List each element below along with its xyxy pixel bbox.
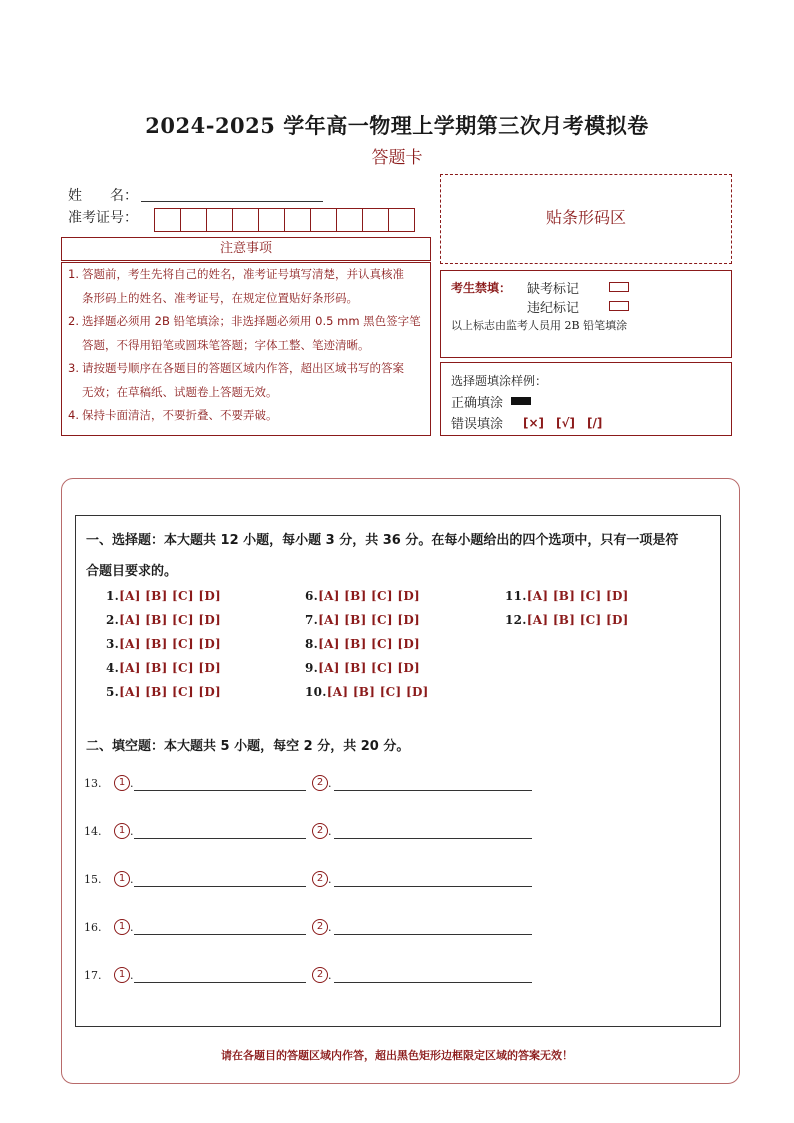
page-subtitle: 答题卡 bbox=[371, 148, 423, 168]
notice-heading: 注意事项 bbox=[61, 237, 431, 261]
footer-warning: 请在各题目的答题区域内作答，超出黑色矩形边框限定区域的答案无效！ bbox=[221, 1049, 573, 1062]
correct-fill-sample bbox=[511, 397, 531, 405]
forbid-note: 以上标志由监考人员用 2B 铅笔填涂 bbox=[451, 319, 628, 332]
choice-question[interactable]: 4.[A] [B] [C] [D] bbox=[106, 661, 222, 675]
fill-question[interactable]: 16. 1 . 2 . bbox=[76, 919, 636, 939]
answer-blank[interactable] bbox=[334, 886, 532, 887]
id-digit-box[interactable] bbox=[258, 208, 285, 232]
violation-label: 违纪标记 bbox=[527, 301, 580, 316]
notice-item: 1. 答题前，考生先将自己的姓名，准考证号填写清楚，并认真核准 条形码上的姓名、准考证号，在规定位置贴好条形码。 bbox=[68, 267, 404, 305]
choice-question[interactable]: 12.[A] [B] [C] [D] bbox=[505, 613, 629, 627]
choice-question[interactable]: 6.[A] [B] [C] [D] bbox=[305, 589, 421, 603]
notice-item: 3. 请按题号顺序在各题目的答题区域内作答，超出区域书写的答案 无效；在草稿纸、试题卷上答题无效。 bbox=[68, 361, 404, 399]
answer-blank[interactable] bbox=[334, 838, 532, 839]
answer-blank[interactable] bbox=[334, 934, 532, 935]
choice-question[interactable]: 1.[A] [B] [C] [D] bbox=[106, 589, 222, 603]
choice-question[interactable]: 9.[A] [B] [C] [D] bbox=[305, 661, 421, 675]
choice-question[interactable]: 2.[A] [B] [C] [D] bbox=[106, 613, 222, 627]
section1-title-line1: 一、选择题：本大题共 12 小题，每小题 3 分，共 36 分。在每小题给出的四个选项中，只有一项是符 bbox=[86, 533, 679, 548]
violation-mark-box[interactable] bbox=[609, 301, 629, 311]
correct-label: 正确填涂 bbox=[451, 396, 504, 411]
forbid-heading: 考生禁填： bbox=[451, 281, 512, 295]
id-digit-box[interactable] bbox=[310, 208, 337, 232]
examiner-only-box bbox=[440, 270, 732, 358]
page-title: 2024-2025 学年高一物理上学期第三次月考模拟卷 bbox=[145, 113, 649, 138]
absent-label: 缺考标记 bbox=[527, 282, 580, 297]
section1-title-line2: 合题目要求的。 bbox=[86, 564, 178, 579]
name-field[interactable] bbox=[141, 201, 323, 202]
fill-question[interactable]: 17. 1 . 2 . bbox=[76, 967, 636, 987]
absent-mark-box[interactable] bbox=[609, 282, 629, 292]
wrong-fill-samples: [×] [√] [/] bbox=[523, 416, 603, 430]
id-digit-box[interactable] bbox=[336, 208, 363, 232]
sample-heading: 选择题填涂样例： bbox=[451, 374, 548, 388]
answer-box bbox=[75, 515, 721, 1027]
choice-question[interactable]: 8.[A] [B] [C] [D] bbox=[305, 637, 421, 651]
answer-blank[interactable] bbox=[134, 838, 306, 839]
id-digit-box[interactable] bbox=[388, 208, 415, 232]
name-label: 姓 名： bbox=[68, 188, 138, 204]
id-digit-box[interactable] bbox=[206, 208, 233, 232]
id-number-boxes[interactable] bbox=[155, 208, 415, 232]
id-digit-box[interactable] bbox=[362, 208, 389, 232]
choice-question[interactable]: 5.[A] [B] [C] [D] bbox=[106, 685, 222, 699]
wrong-label: 错误填涂 bbox=[451, 417, 504, 432]
choice-question[interactable]: 7.[A] [B] [C] [D] bbox=[305, 613, 421, 627]
answer-blank[interactable] bbox=[134, 934, 306, 935]
id-digit-box[interactable] bbox=[180, 208, 207, 232]
answer-blank[interactable] bbox=[334, 982, 532, 983]
choice-question[interactable]: 3.[A] [B] [C] [D] bbox=[106, 637, 222, 651]
answer-blank[interactable] bbox=[134, 886, 306, 887]
answer-blank[interactable] bbox=[334, 790, 532, 791]
fill-question[interactable]: 13. 1 . 2 . bbox=[76, 775, 636, 795]
fill-sample-box bbox=[440, 362, 732, 436]
section2-title: 二、填空题：本大题共 5 小题，每空 2 分，共 20 分。 bbox=[86, 739, 410, 754]
barcode-area: 贴条形码区 bbox=[440, 174, 732, 264]
fill-question[interactable]: 14. 1 . 2 . bbox=[76, 823, 636, 843]
id-digit-box[interactable] bbox=[284, 208, 311, 232]
notice-item: 2. 选择题必须用 2B 铅笔填涂；非选择题必须用 0.5 mm 黑色签字笔 答题，不得用铅笔或圆珠笔答题；字体工整、笔迹清晰。 bbox=[68, 314, 421, 352]
id-digit-box[interactable] bbox=[154, 208, 181, 232]
choice-question[interactable]: 11.[A] [B] [C] [D] bbox=[505, 589, 629, 603]
id-label: 准考证号： bbox=[68, 210, 138, 226]
choice-question[interactable]: 10.[A] [B] [C] [D] bbox=[305, 685, 429, 699]
id-digit-box[interactable] bbox=[232, 208, 259, 232]
fill-question[interactable]: 15. 1 . 2 . bbox=[76, 871, 636, 891]
answer-blank[interactable] bbox=[134, 982, 306, 983]
notice-item: 4. 保持卡面清洁，不要折叠、不要弄破。 bbox=[68, 408, 278, 422]
answer-blank[interactable] bbox=[134, 790, 306, 791]
notice-box bbox=[61, 262, 431, 436]
